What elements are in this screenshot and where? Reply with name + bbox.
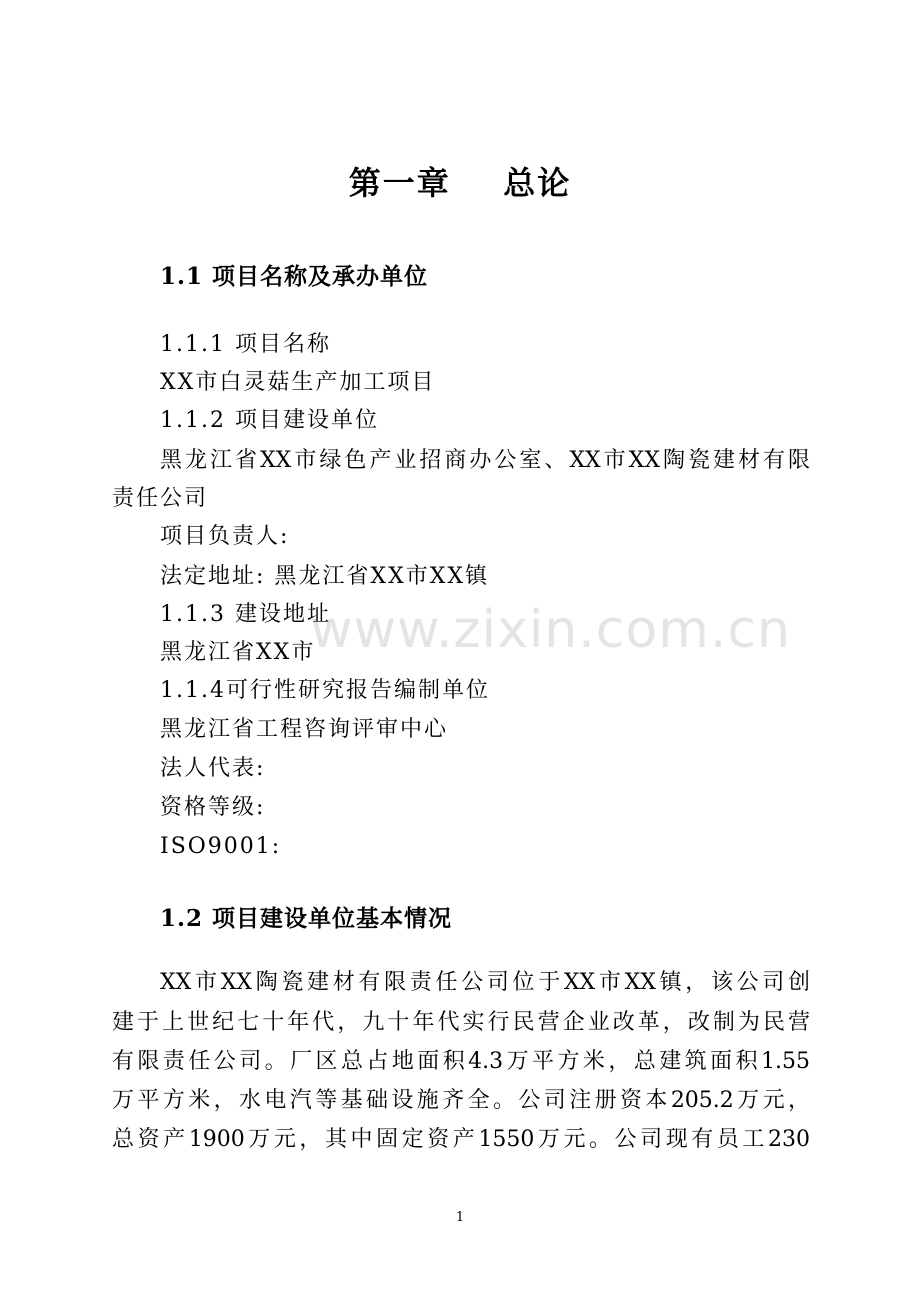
paragraph-line: 万平方米，水电汽等基础设施齐全。公司注册资本205.2万元， xyxy=(112,1088,810,1113)
page-number: 1 xyxy=(455,1210,465,1225)
paragraph-line: 有限责任公司。厂区总占地面积4.3万平方米，总建筑面积1.55 xyxy=(112,1049,810,1074)
iso-label: ISO9001: xyxy=(160,834,282,859)
construction-site-text: 黑龙江省XX市 xyxy=(160,640,316,665)
watermark: www.zixin.com.cn xyxy=(310,600,791,660)
paragraph-line: XX市XX陶瓷建材有限责任公司位于XX市XX镇，该公司创 xyxy=(160,970,810,995)
legal-representative-label: 法人代表: xyxy=(160,756,266,781)
paragraph-line: 建于上世纪七十年代，九十年代实行民营企业改革，改制为民营 xyxy=(112,1010,810,1035)
report-compiler-text: 黑龙江省工程咨询评审中心 xyxy=(160,717,449,742)
subsection-1-1-4-heading: 1.1.4可行性研究报告编制单位 xyxy=(160,678,490,703)
construction-unit-line-1: 黑龙江省XX市绿色产业招商办公室、XX市XX陶瓷建材有限 xyxy=(160,448,810,473)
paragraph-line: 总资产1900万元，其中固定资产1550万元。公司现有员工230 xyxy=(112,1127,810,1152)
chapter-title: 第一章 总论 xyxy=(348,164,572,202)
section-heading-1-2: 1.2 项目建设单位基本情况 xyxy=(160,905,453,932)
subsection-1-1-3-heading: 1.1.3 建设地址 xyxy=(160,602,331,627)
section-heading-1-1: 1.1 项目名称及承办单位 xyxy=(160,263,429,290)
construction-unit-line-2: 责任公司 xyxy=(112,486,209,511)
subsection-1-1-2-heading: 1.1.2 项目建设单位 xyxy=(160,408,379,433)
project-name-text: XX市白灵菇生产加工项目 xyxy=(160,370,436,395)
subsection-1-1-1-heading: 1.1.1 项目名称 xyxy=(160,332,331,357)
legal-address-text: 法定地址: 黑龙江省XX市XX镇 xyxy=(160,564,490,589)
project-leader-label: 项目负责人: xyxy=(160,524,290,549)
qualification-grade-label: 资格等级: xyxy=(160,795,266,820)
